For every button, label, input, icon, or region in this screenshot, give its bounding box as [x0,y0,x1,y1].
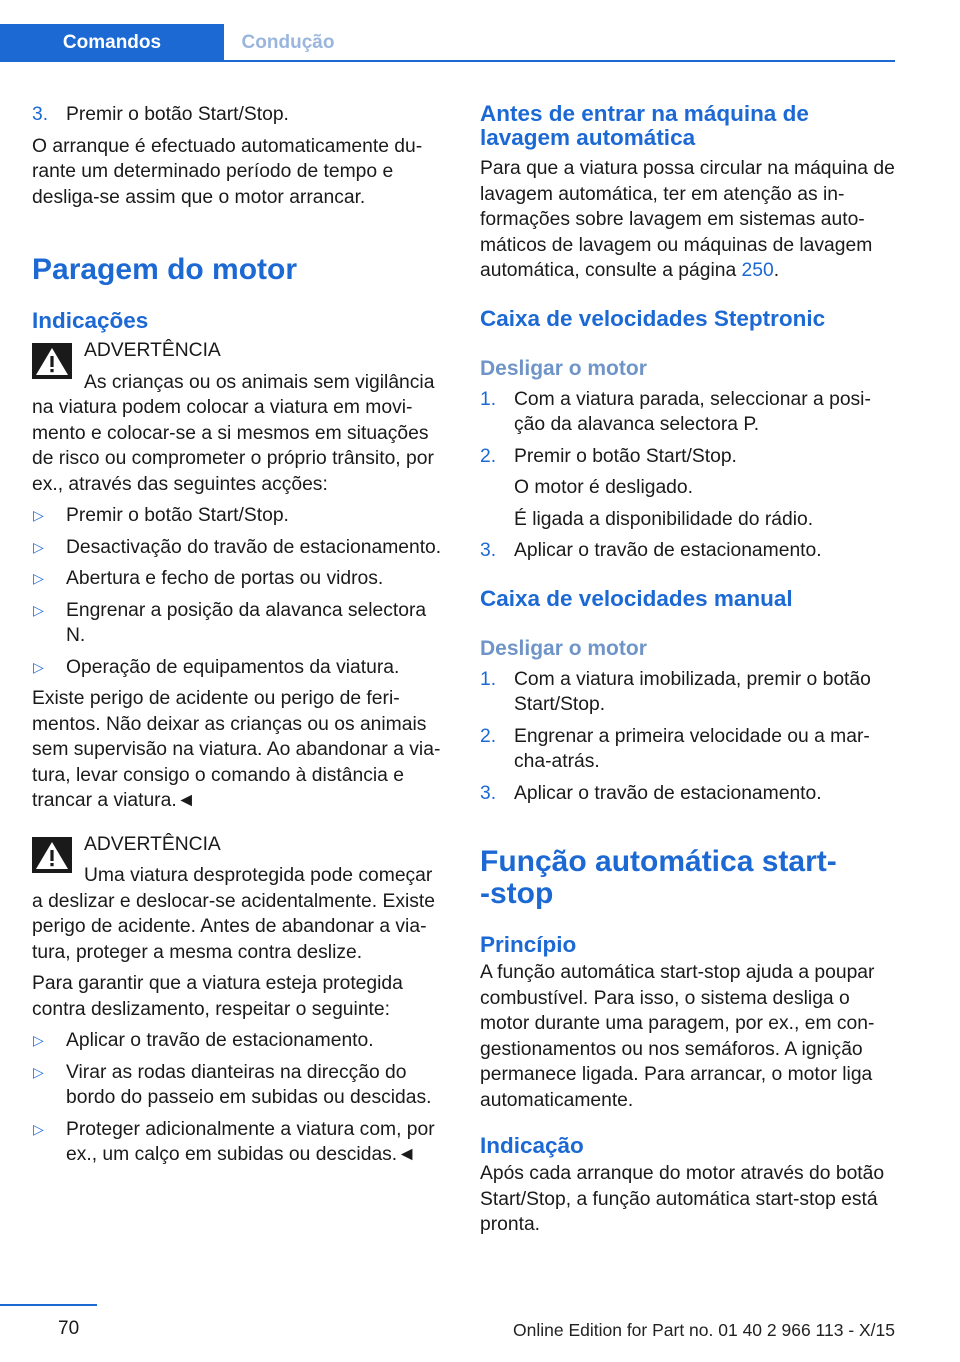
tab-conducao[interactable]: Condução [241,32,335,53]
manual-steps-list [480,667,895,807]
left-column [32,102,447,1174]
list-item [480,538,895,564]
list-item [32,566,447,592]
bullet-text: Operação de equipamentos da viatura. [66,656,400,678]
paragraph: Após cada arranque do motor através do botão Start/Stop, a função automática start-stop está pronta. [480,1163,885,1235]
step-subtext: É ligada a disponibilidade do rádio. [514,508,814,530]
bullet-triangle-icon: ▷ [33,601,44,618]
warning-block [32,338,447,814]
step-text: Premir o botão Start/Stop. [66,104,289,125]
bullet-text: Proteger adicionalmente a viatura com, por ex., um calço em subidas ou descidas.◄ [66,1118,435,1165]
bullet-text: Abertura e fecho de portas ou vidros. [66,568,384,589]
bullet-triangle-icon: ▷ [33,1063,44,1080]
step-text: Com a viatura imobilizada, premir o botão Start/Stop. [514,668,871,715]
warning-title: ADVERTÊNCIA [84,340,221,361]
step-number: 1. [480,388,497,410]
right-column [480,102,895,1244]
list-item [32,655,447,681]
step-number: 3. [32,104,49,125]
step-number: 2. [480,445,497,467]
step-text: Aplicar o travão de estacionamento. [514,540,822,561]
list-item [480,781,895,807]
bullet-triangle-icon: ▷ [33,1032,44,1048]
paragraph: O arranque é efectuado automaticamente durante um determinado período de tempo e desliga-se assim que o motor arrancar. [32,135,423,208]
warning-text: na viatura podem colocar a viatura em movimento e colocar-se a si mesmos em situações de risco ou comprometer o próprio trânsito, por ex., através das seguintes acções: [32,397,434,495]
subsection-title: Antes de entrar na máquina de lavagem automática [480,101,809,150]
subsection-title: Princípio [480,932,577,957]
bullet-triangle-icon: ▷ [33,1120,44,1137]
warning-icon [32,343,72,379]
paragraph: A função automática start-stop ajuda a poupar combustível. Para isso, o sistema desliga o motor durante uma paragem, por ex., em congestionamentos ou nos semáforos. A ignição permanece ligada. Para arrancar, o motor liga automaticamente. [480,962,875,1111]
list-item [32,1028,447,1054]
warning-lead: Uma viatura desprotegida pode começar [84,865,433,886]
list-item [480,387,895,438]
bullet-triangle-icon: ▷ [33,570,44,586]
list-item [32,1117,447,1168]
step-text: Com a viatura parada, seleccionar a posição da alavanca selectora P. [514,388,871,435]
bullet-text: Virar as rodas dianteiras na direcção do bordo do passeio em subidas ou descidas. [66,1061,432,1108]
step-number: 3. [480,782,497,804]
paragraph-text: Para que a viatura possa circular na máquina de lavagem automática, ter em atenção as informações sobre lavagem em sistemas automáticos de lavagem ou máquinas de lavagem automática, consulte a página [480,158,895,281]
warning-title: ADVERTÊNCIA [84,833,221,855]
bullet-triangle-icon: ▷ [33,507,44,523]
list-item [32,535,447,561]
tab-comandos[interactable]: Comandos [0,24,224,61]
list-item [32,598,447,649]
subsection-title: Indicação [480,1133,584,1158]
warning-bullet-list [32,1028,447,1168]
list-item [32,1060,447,1111]
step-text: Aplicar o travão de estacionamento. [514,782,822,804]
bullet-triangle-icon: ▷ [33,658,44,675]
bullet-text: Premir o botão Start/Stop. [66,505,289,526]
warning-block [32,832,447,1168]
step-subtext: O motor é desligado. [514,477,693,498]
list-item [32,503,447,529]
paragraph: Para garantir que a viatura esteja protegida contra deslizamento, respeitar o seguinte: [32,973,403,1020]
page-number: 70 [58,1318,80,1339]
sub-subsection-title: Desligar o motor [480,636,647,660]
section-title: Paragem do motor [32,253,298,286]
bullet-text: Engrenar a posição da alavanca selectora N. [66,599,427,646]
section-title: Função automática start- -stop [480,845,837,910]
warning-lead: As crianças ou os animais sem vigilância [84,371,435,393]
step-number: 3. [480,540,497,561]
step-text: Premir o botão Start/Stop. [514,445,737,467]
list-item [32,102,447,128]
bullet-text: Desactivação do travão de estacionamento. [66,536,442,558]
page-reference-link[interactable]: 250 [741,260,774,281]
warning-bullet-list [32,503,447,680]
bullet-text: Aplicar o travão de estacionamento. [66,1030,374,1051]
list-item [480,667,895,718]
warning-closing: Existe perigo de acidente ou perigo de ferimentos. Não deixar as crianças ou os animais sem supervisão na viatura. Ao abandonar a viatura, levar consigo o comando à distância e trancar a viatura.◄ [32,688,441,811]
footer-rule [0,1304,97,1306]
subsection-title: Caixa de velocidades Steptronic [480,305,826,331]
step-number: 1. [480,668,497,690]
list-item [480,444,895,533]
edition-note: Online Edition for Part no. 01 40 2 966 113 - X/15 [513,1320,896,1340]
subsection-title: Caixa de velocidades manual [480,585,793,611]
bullet-triangle-icon: ▷ [33,538,44,555]
subsection-title: Indicações [32,308,149,333]
step-text: Engrenar a primeira velocidade ou a marcha-atrás. [514,725,870,772]
paragraph-end: . [773,260,780,281]
warning-text: a deslizar e deslocar-se acidentalmente. Existe perigo de acidente. Antes de abandonar a viatura, proteger a mesma contra deslize. [32,890,435,963]
step-number: 2. [480,725,497,747]
steptronic-steps-list [480,387,895,564]
chapter-tab-bar [0,24,895,62]
warning-icon [32,837,72,873]
paragraph [480,156,895,284]
start-steps-list [32,102,447,128]
list-item [480,724,895,775]
sub-subsection-title: Desligar o motor [480,356,647,380]
